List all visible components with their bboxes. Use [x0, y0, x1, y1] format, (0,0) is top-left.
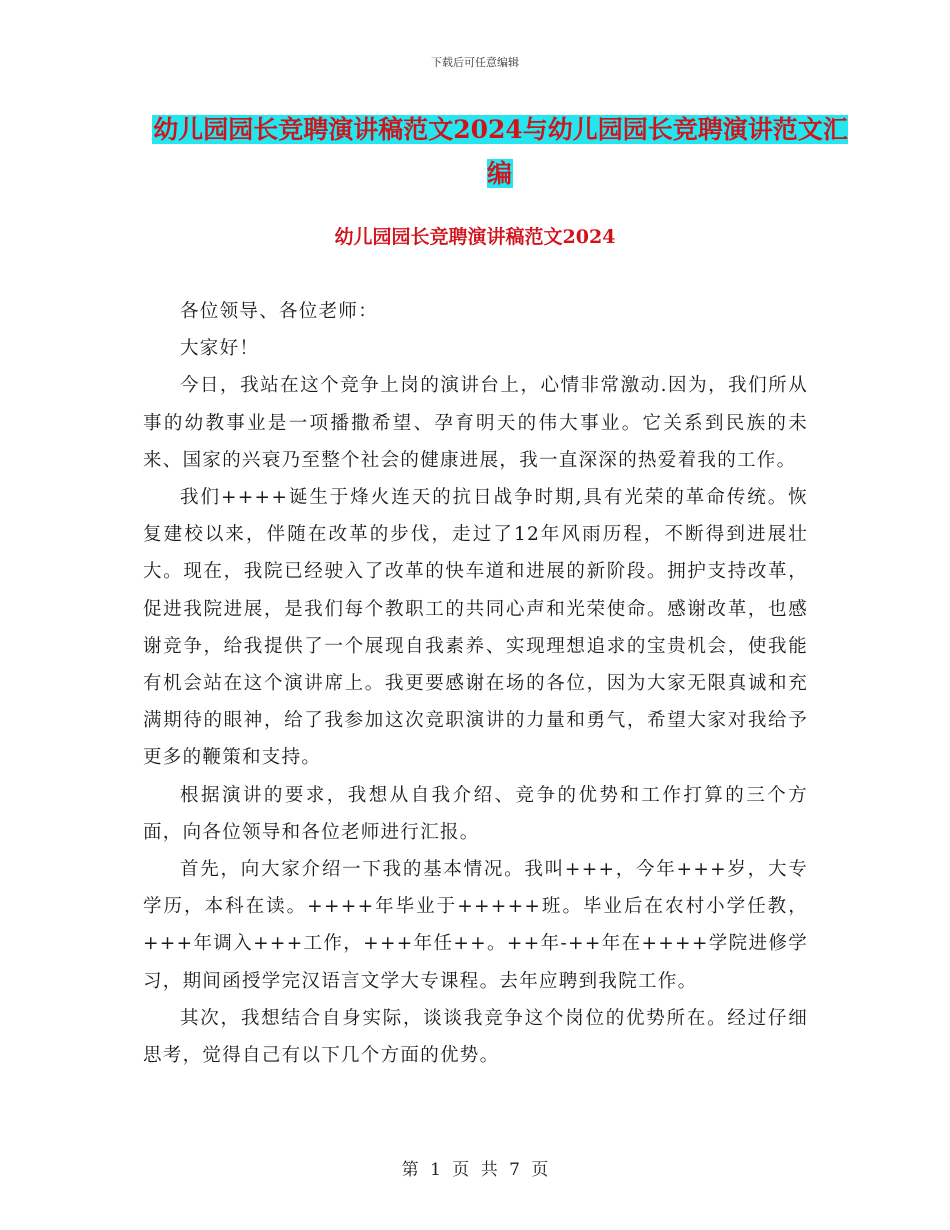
document-body [143, 293, 808, 1074]
header-note: 下载后可任意编辑 [431, 56, 519, 69]
paragraph-greeting: 大家好！ [180, 338, 260, 360]
paragraph: 我们++++诞生于烽火连天的抗日战争时期,具有光荣的革命传统。恢复建校以来，伴随在改革的步伐，走过了12年风雨历程，不断得到进展壮大。现在，我院已经驶入了改革的快车道和进展的新阶段。拥护支持改革，促进我院进展，是我们每个教职工的共同心声和光荣使命。感谢改革，也感谢竞争，给我提供了一个展现自我素养、实现理想追求的宝贵机会，使我能有机会站在这个演讲席上。我更要感谢在场的各位，因为大家无限真诚和充满期待的眼神，给了我参加这次竞职演讲的力量和勇气，希望大家对我给予更多的鞭策和支持。 [143, 487, 808, 769]
paragraph: 首先，向大家介绍一下我的基本情况。我叫+++，今年+++岁，大专学历，本科在读。++++年毕业于+++++班。毕业后在农村小学任教，+++年调入+++工作，+++年任++。++年-++年在++++学院进修学习，期间函授学完汉语言文学大专课程。去年应聘到我院工作。 [143, 859, 808, 992]
paragraph: 其次，我想结合自身实际，谈谈我竞争这个岗位的优势所在。经过仔细思考，觉得自己有以下几个方面的优势。 [143, 1007, 808, 1067]
page-number: 第 1 页 共 7 页 [401, 1160, 549, 1180]
document-title-text: 幼儿园园长竞聘演讲稿范文2024与幼儿园园长竞聘演讲范文汇编 [153, 115, 848, 188]
paragraph: 根据演讲的要求，我想从自我介绍、竞争的优势和工作打算的三个方面，向各位领导和各位老师进行汇报。 [143, 784, 808, 843]
section-title: 幼儿园园长竞聘演讲稿范文2024 [334, 226, 616, 248]
paragraph: 今日，我站在这个竞争上岗的演讲台上，心情非常激动.因为，我们所从事的幼教事业是一项播撒希望、孕育明天的伟大事业。它关系到民族的未来、国家的兴衰乃至整个社会的健康进展，我一直深深的热爱着我的工作。 [143, 375, 808, 471]
document-title [140, 108, 860, 196]
paragraph-salutation: 各位领导、各位老师： [180, 301, 379, 322]
